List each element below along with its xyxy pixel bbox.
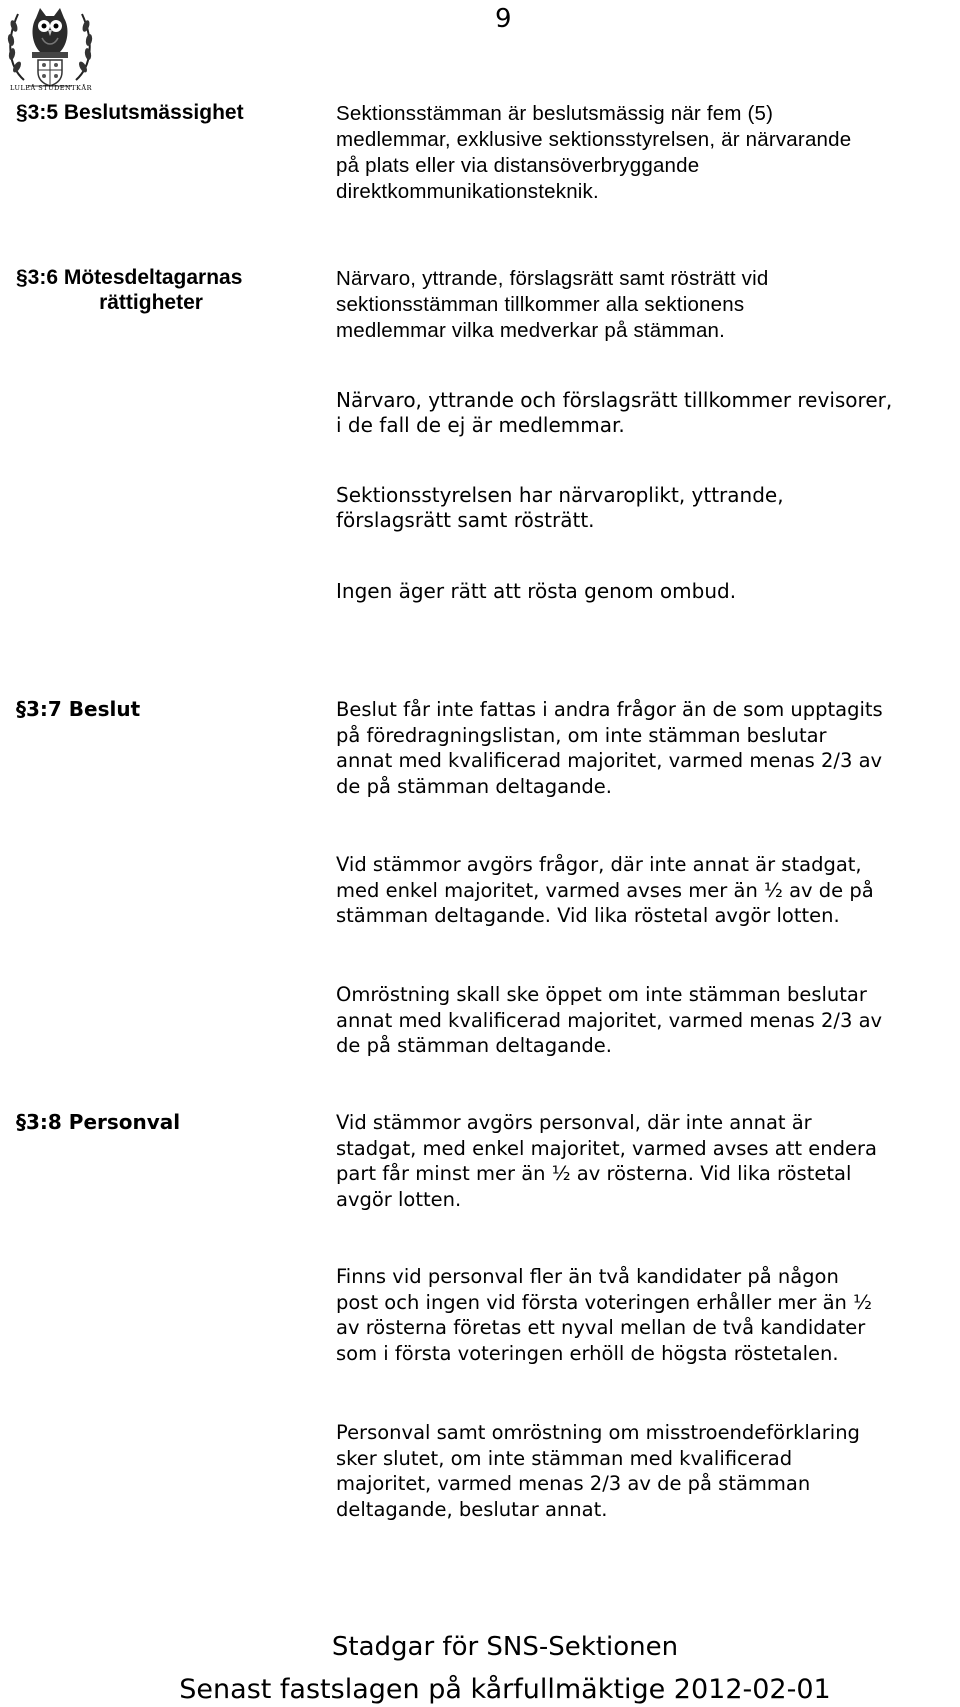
- footer-adoption-date: Senast fastslagen på kårfullmäktige 2012-02-01: [179, 1674, 831, 1705]
- section-3-6-paragraph-3: Sektionsstyrelsen har närvaroplikt, yttrande, förslagsrätt samt rösträtt.: [336, 483, 784, 532]
- section-3-8-paragraph-1: Vid stämmor avgörs personval, där inte annat är stadgat, med enkel majoritet, varmed avses att endera part får minst mer än ½ av rösterna. Vid lika röstetal avgör lotten.: [336, 1111, 877, 1211]
- section-3-5-paragraph-1: Sektionsstämman är beslutsmässig när fem (5) medlemmar, exklusive sektionsstyrelsen, är närvarande på plats eller via distansöverbryggande direktkommunikationsteknik.: [336, 102, 852, 203]
- section-heading-3-6-line-1: §3:6 Mötesdeltagarnas: [16, 266, 243, 289]
- section-3-8-paragraph-2: Finns vid personval fler än två kandidater på någon post och ingen vid första voteringen erhåller mer än ½ av rösterna företas ett nyval mellan de två kandidater som i första voteringen erhöll de högsta röstetalen.: [336, 1265, 873, 1365]
- section-heading-3-5: §3:5 Beslutsmässighet: [16, 101, 244, 124]
- section-3-6-paragraph-1: Närvaro, yttrande, förslagsrätt samt rösträtt vid sektionsstämman tillkommer alla sektionens medlemmar vilka medverkar på stämman.: [336, 267, 769, 342]
- footer-document-title: Stadgar för SNS-Sektionen: [331, 1632, 679, 1662]
- section-heading-3-7: §3:7 Beslut: [16, 697, 141, 721]
- section-3-7-paragraph-1: Beslut får inte fattas i andra frågor än de som upptagits på föredragningslistan, om inte stämman beslutar annat med kvalificerad majoritet, varmed menas 2/3 av de på stämman deltagande.: [336, 698, 883, 798]
- section-3-7-paragraph-3: Omröstning skall ske öppet om inte stämman beslutar annat med kvalificerad majoritet, varmed menas 2/3 av de på stämman deltagande.: [336, 983, 883, 1057]
- section-3-8-paragraph-3: Personval samt omröstning om misstroendeförklaring sker slutet, om inte stämman med kvalificerad majoritet, varmed menas 2/3 av de på stämman deltagande, beslutar annat.: [336, 1421, 860, 1521]
- owl-emblem-icon: [2, 0, 98, 96]
- luleå-studentkår-logo: [2, 0, 98, 96]
- section-3-6-paragraph-4: Ingen äger rätt att rösta genom ombud.: [336, 579, 737, 603]
- section-heading-3-6-line-2: rättigheter: [99, 291, 203, 314]
- section-3-6-paragraph-2: Närvaro, yttrande och förslagsrätt tillkommer revisorer, i de fall de ej är medlemmar.: [336, 388, 893, 437]
- page-number: 9: [495, 4, 512, 34]
- section-3-7-paragraph-2: Vid stämmor avgörs frågor, där inte annat är stadgat, med enkel majoritet, varmed avses mer än ½ av de på stämman deltagande. Vid lika röstetal avgör lotten.: [336, 853, 874, 927]
- logo-text: LULEÅ STUDENTKÅR: [10, 84, 92, 92]
- section-heading-3-8: §3:8 Personval: [16, 1110, 181, 1134]
